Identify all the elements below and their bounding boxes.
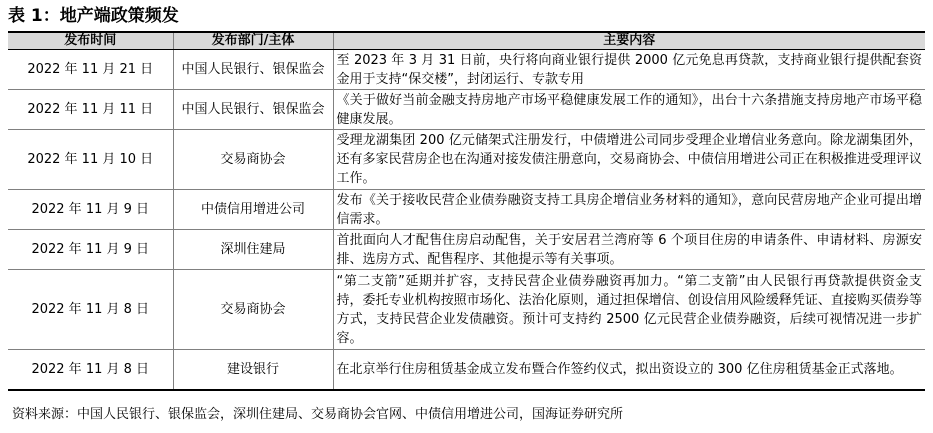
table-row (8, 190, 925, 230)
row-date: 2022 年 11 月 9 日 (8, 190, 173, 230)
table-row (8, 230, 925, 270)
row-dept: 中债信用增进公司 (173, 190, 333, 230)
row-content: 发布《关于接收民营企业债券融资支持工具房企增信业务材料的通知》，意向民营房地产企业可提出增信需求。 (333, 190, 925, 230)
table-row (8, 270, 925, 350)
header-date: 发布时间 (8, 32, 173, 50)
row-content: 《关于做好当前金融支持房地产市场平稳健康发展工作的通知》，出台十六条措施支持房地产市场平稳健康发展。 (333, 90, 925, 130)
table-row (8, 130, 925, 190)
row-dept: 交易商协会 (173, 270, 333, 350)
source-note: 资料来源：中国人民银行、银保监会，深圳住建局、交易商协会官网、中债信用增进公司，国海证券研究所 (12, 407, 624, 422)
header-dept: 发布部门/主体 (173, 32, 333, 50)
row-date: 2022 年 11 月 8 日 (8, 270, 173, 350)
table-title: 表 1：地产端政策频发 (8, 6, 179, 26)
row-date: 2022 年 11 月 11 日 (8, 90, 173, 130)
row-content: 首批面向人才配售住房启动配售，关于安居君兰湾府等 6 个项目住房的申请条件、申请材料、房源安排、选房方式、配售程序、其他提示等有关事项。 (333, 230, 925, 270)
table-row (8, 90, 925, 130)
row-dept: 交易商协会 (173, 130, 333, 190)
table-header-row (8, 32, 925, 50)
policy-table (8, 31, 925, 391)
header-content: 主要内容 (333, 32, 925, 50)
row-dept: 中国人民银行、银保监会 (173, 50, 333, 90)
row-content: “第二支箭”延期并扩容，支持民营企业债券融资再加力。“第二支箭”由人民银行再贷款提供资金支持，委托专业机构按照市场化、法治化原则，通过担保增信、创设信用风险缓释凭证、直接购买债券等方式，支持民营企业发债融资。预计可支持约 2500 亿元民营企业债券融资，后续可视情况进一步扩容。 (333, 270, 925, 350)
table-row (8, 350, 925, 390)
row-date: 2022 年 11 月 21 日 (8, 50, 173, 90)
row-content: 在北京举行住房租赁基金成立发布暨合作签约仪式，拟出资设立的 300 亿住房租赁基金正式落地。 (333, 350, 925, 390)
table-row (8, 50, 925, 90)
row-date: 2022 年 11 月 10 日 (8, 130, 173, 190)
row-dept: 深圳住建局 (173, 230, 333, 270)
row-dept: 中国人民银行、银保监会 (173, 90, 333, 130)
row-content: 至 2023 年 3 月 31 日前，央行将向商业银行提供 2000 亿元免息再贷款，支持商业银行提供配套资金用于支持“保交楼”，封闭运行、专款专用 (333, 50, 925, 90)
row-content: 受理龙湖集团 200 亿元储架式注册发行，中债增进公司同步受理企业增信业务意向。除龙湖集团外，还有多家民营房企也在沟通对接发债注册意向，交易商协会、中债信用增进公司正在积极推进受理评议工作。 (333, 130, 925, 190)
row-date: 2022 年 11 月 9 日 (8, 230, 173, 270)
row-date: 2022 年 11 月 8 日 (8, 350, 173, 390)
row-dept: 建设银行 (173, 350, 333, 390)
